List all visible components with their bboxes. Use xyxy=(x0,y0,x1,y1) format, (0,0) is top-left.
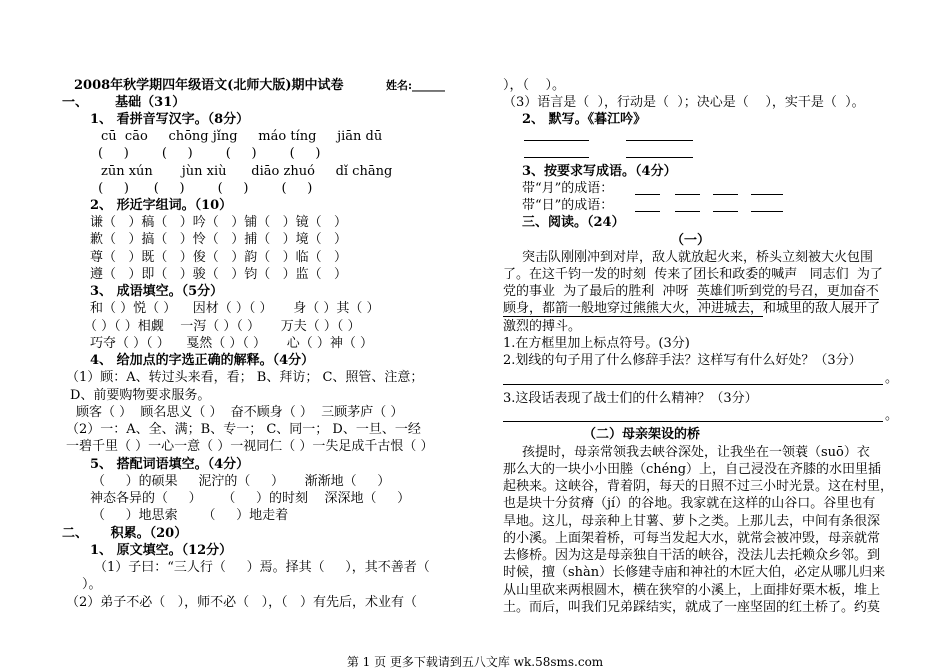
char-row-4: 遵（ ）即（ ）骏（ ）钧（ ）监（ ） xyxy=(90,267,347,282)
idiom-task-heading: 3、按要求写成语。（4分） xyxy=(522,164,677,179)
section-1-heading: 一、 基础（31） xyxy=(62,95,186,110)
quote-line-2: （2）弟子不必（ ），师不必（ ），（ ）有先后，术业有（ xyxy=(66,595,417,610)
idiom-row-1: 和（ ）悦（ ） 因材（ ）（ ） 身（ ）其（ ） xyxy=(90,301,380,316)
passage-2-line-7: 去修桥。因为这是母亲独自干活的峡谷，没法儿去托赖众乡邻。到 xyxy=(503,548,881,563)
moon-idiom-label: 带“月”的成语： xyxy=(522,181,614,196)
answer-line-q2-period: 。 xyxy=(885,371,899,386)
quote-line-3: （3）语言是（ ），行动是（ ）；决心是（ ），实干是（ ）。 xyxy=(503,95,865,110)
sun-idiom-label: 带“日”的成语： xyxy=(522,198,614,213)
char-row-1: 谦（ ）稿（ ）吟（ ）铺（ ）镜（ ） xyxy=(90,215,347,230)
passage-2-line-10: 土。而后，叫我们兄弟踩结实，就成了一座坚固的红土桥了。约莫 xyxy=(503,600,881,615)
passage-1-question-1: 1.在方框里加上标点符号。(3分) xyxy=(503,336,690,351)
quote-line-1-end: ）。 xyxy=(82,577,102,592)
moon-idiom-blank-4[interactable] xyxy=(751,194,783,195)
section-2-heading: 二、 积累。（20） xyxy=(62,526,188,541)
passage-1-title: （一） xyxy=(671,233,711,248)
passage-1-question-3: 3.这段话表现了战士们的什么精神？（3分） xyxy=(503,391,758,406)
sun-idiom-blank-2[interactable] xyxy=(675,211,700,212)
char-row-2: 歉（ ）搞（ ）怜（ ）捕（ ）境（ ） xyxy=(90,232,347,247)
sun-idiom-blank-1[interactable] xyxy=(635,211,660,212)
passage-1-line-5: 激烈的搏斗。 xyxy=(503,319,582,334)
dictation-heading: 2、 默写。《暮江吟》 xyxy=(522,112,647,127)
dictation-blank-2[interactable] xyxy=(626,140,693,141)
passage-1-question-2: 2.划线的句子用了什么修辞手法？这样写有什么好处？（3分） xyxy=(503,353,862,368)
quote-line-1: （1）子曰：“三人行（ ）焉。择其（ ），其不善者（ xyxy=(94,560,430,575)
answer-line-q3[interactable] xyxy=(503,421,883,422)
match-row-1: （ ）的硕果 泥泞的（ ） 渐渐地（ ） xyxy=(92,474,391,489)
answer-line-q3-period: 。 xyxy=(885,408,899,423)
passage-2-line-3: 起秧来。这峡谷，背着阴，每天的日照不过三小时光景。这在村里， xyxy=(503,479,894,494)
page-footer: 第 1 页 更多下载请到五八文库 wk.58sms.com xyxy=(346,655,604,669)
gu-words: 顾客（ ） 顾名思义（ ） 奋不顾身（ ） 三顾茅庐（ ） xyxy=(76,405,404,420)
q2-heading: 2、 形近字组词。（10） xyxy=(90,198,233,213)
q3-heading: 3、 成语填空。（5分） xyxy=(90,284,224,299)
passage-2-line-4: 也是块十分贫瘠（jí）的谷地。我家就在这样的山谷口。谷里也有 xyxy=(503,496,876,511)
moon-idiom-blank-1[interactable] xyxy=(635,194,660,195)
moon-idiom-blank-2[interactable] xyxy=(675,194,700,195)
pinyin-row-2: zūn xún jùn xiù diāo zhuó dǐ chāng xyxy=(101,164,393,179)
underlined-sentence-part-2: 顾身，都箭一般地穿过熊熊大火，冲进城去， xyxy=(503,301,764,316)
q1-heading: 1、 看拼音写汉字。（8分） xyxy=(90,112,250,127)
match-row-2: 神态各异的（ ） （ ）的时刻 深深地（ ） xyxy=(90,491,411,506)
bracket-row-1: ( ) ( ) ( ) ( ) xyxy=(98,146,321,161)
gu-meanings-b: D、前要购物要求服务。 xyxy=(70,388,211,403)
moon-idiom-blank-3[interactable] xyxy=(713,194,738,195)
passage-2-line-5: 旱地。这儿，母亲种上甘薯、萝卜之类。上那儿去，中间有条很深 xyxy=(503,514,881,529)
passage-2-line-8: 时候，擅（shàn）长修建寺庙和神社的木匠大伯，必定从哪儿归来 xyxy=(503,565,886,580)
sun-idiom-blank-4[interactable] xyxy=(751,211,783,212)
yi-meanings: （2）一：A、全、满；B、专一； C、同一； D、一旦、一经 xyxy=(66,422,421,437)
exam-title: 2008年秋学期四年级语文(北师大版)期中试卷 xyxy=(74,78,344,93)
idiom-row-2: （ ）（ ）相觑 一泻（ ）（ ） 万夫（ ）（ ） xyxy=(84,319,361,334)
char-row-3: 尊（ ）既（ ）俊（ ）韵（ ）临（ ） xyxy=(90,250,347,265)
quote-line-2-end: ），（ ）。 xyxy=(503,78,566,93)
dictation-blank-3[interactable] xyxy=(524,157,589,158)
passage-2-line-9: 从山里砍来两根圆木，横在狭窄的小溪上，上面排好栗木板，堆上 xyxy=(503,583,881,598)
passage-2-line-1: 孩提时，母亲常领我去峡谷深处，让我坐在一领蓑（suō）衣 xyxy=(522,445,870,460)
passage-1-line-3-start: 党的事业 为了最后的胜利 冲呀 xyxy=(503,284,697,299)
passage-2-title: （二）母亲架设的桥 xyxy=(583,427,701,442)
yi-words: 一碧千里（ ）一心一意（ ）一视同仁（ ）一失足成千古恨（ ） xyxy=(66,439,434,454)
idiom-row-3: 巧夺（ ）（ ） 戛然（ ）（ ） 心（ ）神（ ） xyxy=(90,336,373,351)
q4-heading: 4、 给加点的字选正确的解释。（4分） xyxy=(90,353,315,368)
sun-idiom-blank-3[interactable] xyxy=(713,211,738,212)
match-row-3: （ ）地思索 （ ）地走着 xyxy=(92,508,289,523)
passage-1-line-3 xyxy=(503,283,879,300)
dictation-blank-1[interactable] xyxy=(524,140,589,141)
name-label: 姓名:______ xyxy=(386,79,446,92)
passage-1-line-4 xyxy=(503,300,880,317)
q5-heading: 5、 搭配词语填空。（4分） xyxy=(90,457,250,472)
passage-1-line-4-end: 和城里的敌人展开了 xyxy=(763,301,881,316)
passage-2-line-2: 那么大的一块小小田塍（chéng）上，自己浸没在齐膝的水田里插 xyxy=(503,462,882,477)
passage-1-line-2: 了。在这千钧一发的时刻 传来了团长和政委的喊声 同志们 为了 xyxy=(503,267,883,282)
passage-1-line-1: 突击队刚刚冲到对岸，敌人就放起火来，桥头立刻被大火包围 xyxy=(522,250,874,265)
pinyin-row-1: cū cāo chōng jǐng máo tíng jiān dū xyxy=(101,129,383,144)
answer-line-q2[interactable] xyxy=(503,384,883,385)
underlined-sentence-part-1: 英雄们听到党的号召，更加奋不 xyxy=(696,284,879,299)
bracket-row-2: ( ) ( ) ( ) ( ) xyxy=(94,181,313,196)
q6-heading: 1、 原文填空。（12分） xyxy=(90,543,233,558)
dictation-blank-4[interactable] xyxy=(626,157,693,158)
gu-meanings-a: （1）顾：A、转过头来看，看； B、拜访； C、照管、注意； xyxy=(66,370,424,385)
section-3-heading: 三、阅读。（24） xyxy=(522,215,625,230)
passage-2-line-6: 的小溪。上面架着桥，可每当发起大水，就常会被冲毁，母亲就常 xyxy=(503,531,881,546)
